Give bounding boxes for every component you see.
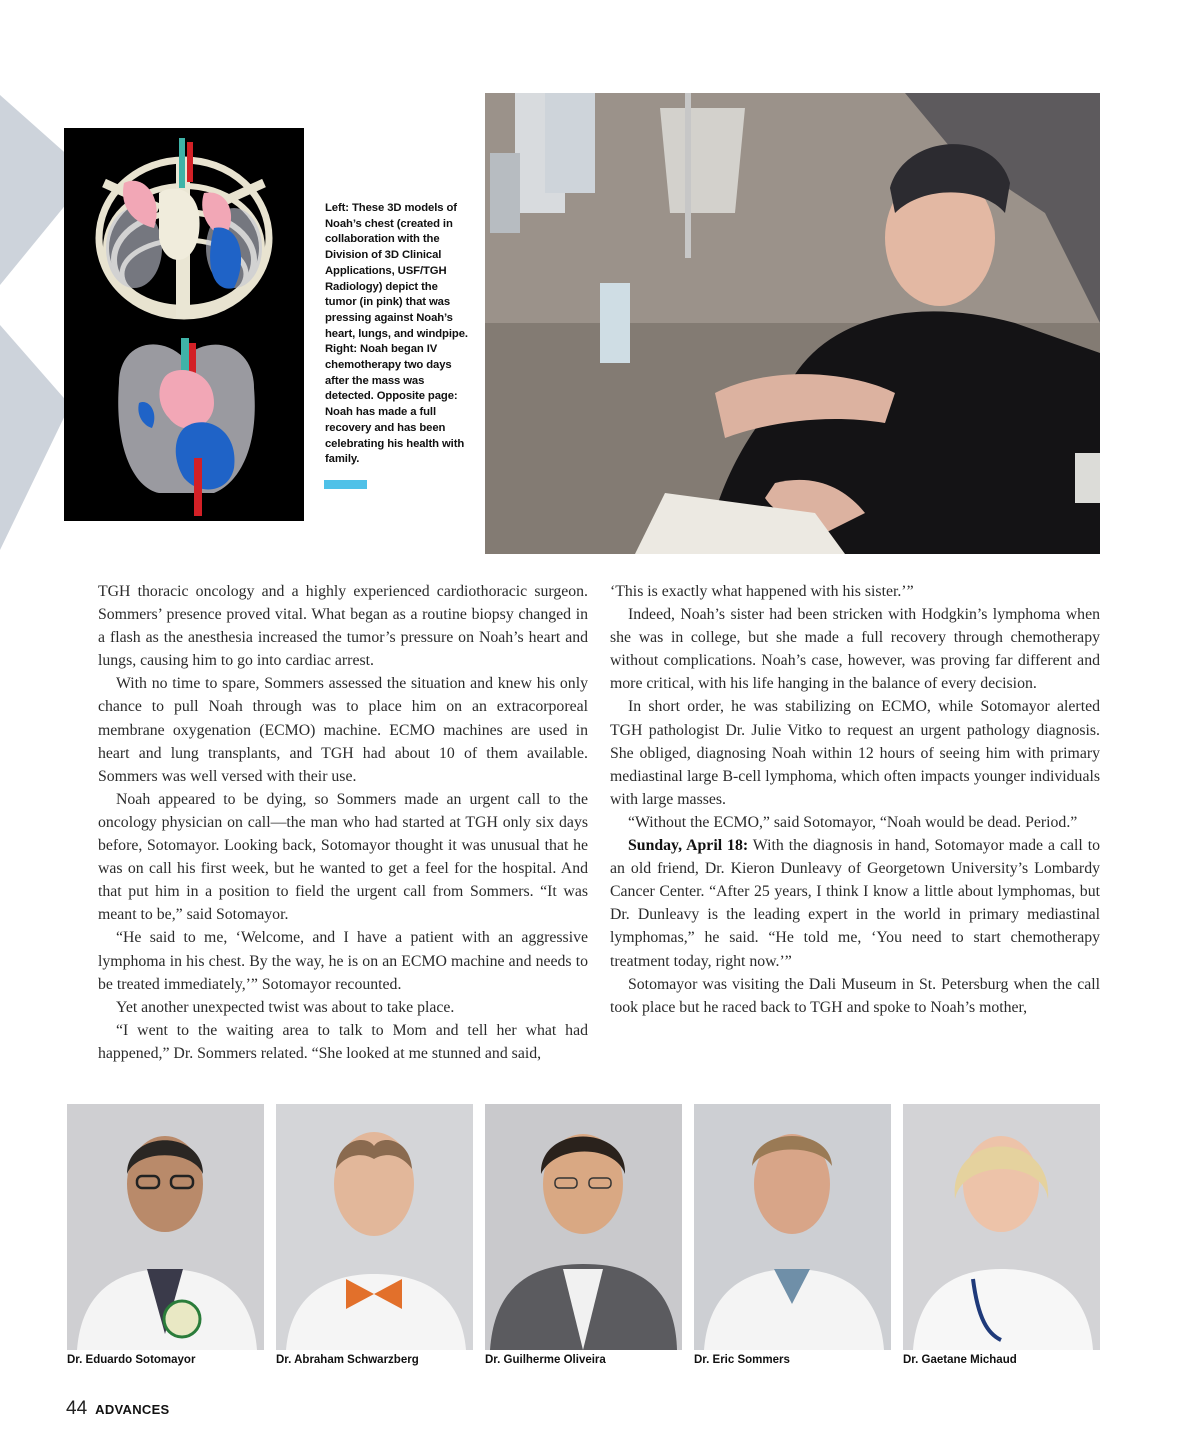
- article-paragraph: “He said to me, ‘Welcome, and I have a patient with an aggressive lymphoma in his chest. By the way, he is on an ECMO machine and needs to be treated immediately,’” Sotomayor recounted.: [98, 929, 588, 993]
- photo-caption: Left: These 3D models of Noah’s chest (created in collaboration with the Division of 3D Clinical Applications, USF/TGH Radiology) depict the tumor (in pink) that was pressing against Noah’s heart, lungs, and windpipe. Right: Noah began IV chemotherapy two days after the mass was detected. Opposite page: Noah has made a full recovery and has been celebrating his health with family.: [325, 202, 468, 466]
- article-column-right: [610, 580, 1100, 1019]
- page-number: 44: [66, 1398, 88, 1419]
- article-paragraph: “I went to the waiting area to talk to Mom and tell her what had happened,” Dr. Sommers related. “She looked at me stunned and said,: [98, 1021, 588, 1062]
- doctor-name: Dr. Guilherme Oliveira: [485, 1354, 606, 1366]
- article-paragraph: [610, 834, 1100, 973]
- date-lead-in: Sunday, April 18:: [628, 837, 749, 855]
- doctor-name: Dr. Abraham Schwarzberg: [276, 1354, 419, 1366]
- article-paragraph: Indeed, Noah’s sister had been stricken with Hodgkin’s lymphoma when she was in college, but she made a full recovery through chemotherapy without complications. Noah’s case, however, was proving far different and more critical, with his life hanging in the balance of every decision.: [610, 606, 1100, 693]
- water-bottle: [600, 283, 630, 363]
- article-paragraph: Sotomayor was visiting the Dali Museum in St. Petersburg when the call took place but he raced back to TGH and spoke to Noah’s mother,: [610, 975, 1100, 1016]
- article-paragraph: ‘This is exactly what happened with his sister.’”: [610, 583, 914, 600]
- doctor-portrait-oliveira: [485, 1104, 682, 1350]
- article-paragraph: Noah appeared to be dying, so Sommers made an urgent call to the oncology physician on call—the man who had started at TGH only six days before, Sotomayor. Looking back, Sotomayor thought it was unusual that he was on call his first week, but he wanted to get a feel for the hospital. And that put him in a position to field the urgent call from Sommers. “It was meant to be,” said Sotomayor.: [98, 790, 588, 924]
- paragraph-body: With the diagnosis in hand, Sotomayor made a call to an old friend, Dr. Kieron Dunleavy of Georgetown University’s Lombardy Cancer Center. “After 25 years, I think I know a little about lymphomas, but Dr. Dunleavy is the leading expert in the world in primary mediastinal lymphomas,” he said. “He told me, ‘You need to start chemotherapy treatment today, right now.’”: [610, 837, 1100, 970]
- doctor-name: Dr. Eduardo Sotomayor: [67, 1354, 196, 1366]
- doctor-name: Dr. Eric Sommers: [694, 1354, 790, 1366]
- magazine-name: ADVANCES: [95, 1402, 170, 1417]
- article-paragraph: In short order, he was stabilizing on ECMO, while Sotomayor alerted TGH pathologist Dr. Julie Vitko to request an urgent pathology diagnosis. She obliged, diagnosing Noah within 12 hours of seeing him with primary mediastinal large B-cell lymphoma, which often impacts younger individuals with large masses.: [610, 698, 1100, 808]
- doctor-portrait-sommers: [694, 1104, 891, 1350]
- doctor-portrait-michaud: [903, 1104, 1100, 1350]
- doctor-name: Dr. Gaetane Michaud: [903, 1354, 1017, 1366]
- doctor-portrait-schwarzberg: [276, 1104, 473, 1350]
- article-paragraph: TGH thoracic oncology and a highly experienced cardiothoracic surgeon. Sommers’ presence proved vital. What began as a routine biopsy changed in a flash as the anesthesia increased the tumor’s pressure on Noah’s heart and lungs, causing him to go into cardiac arrest.: [98, 583, 588, 670]
- article-paragraph: With no time to spare, Sommers assessed the situation and knew his only chance to pull Noah through was to place him on an extracorporeal membrane oxygenation (ECMO) machine. ECMO machines are used in heart and lung transplants, and TGH had about 10 of them available. Sommers was well versed with their use.: [98, 675, 588, 785]
- article-paragraph: “Without the ECMO,” said Sotomayor, “Noah would be dead. Period.”: [628, 813, 1078, 831]
- article-column-left: [98, 580, 588, 1065]
- doctor-portrait-sotomayor: [67, 1104, 264, 1350]
- article-paragraph: Yet another unexpected twist was about to take place.: [116, 998, 455, 1016]
- 3d-chest-model-image: [64, 128, 304, 521]
- measuring-cup: [660, 108, 745, 213]
- patient-chemotherapy-photo: [485, 93, 1100, 554]
- caption-accent-bar: [324, 480, 367, 489]
- page-footer: [66, 1398, 170, 1420]
